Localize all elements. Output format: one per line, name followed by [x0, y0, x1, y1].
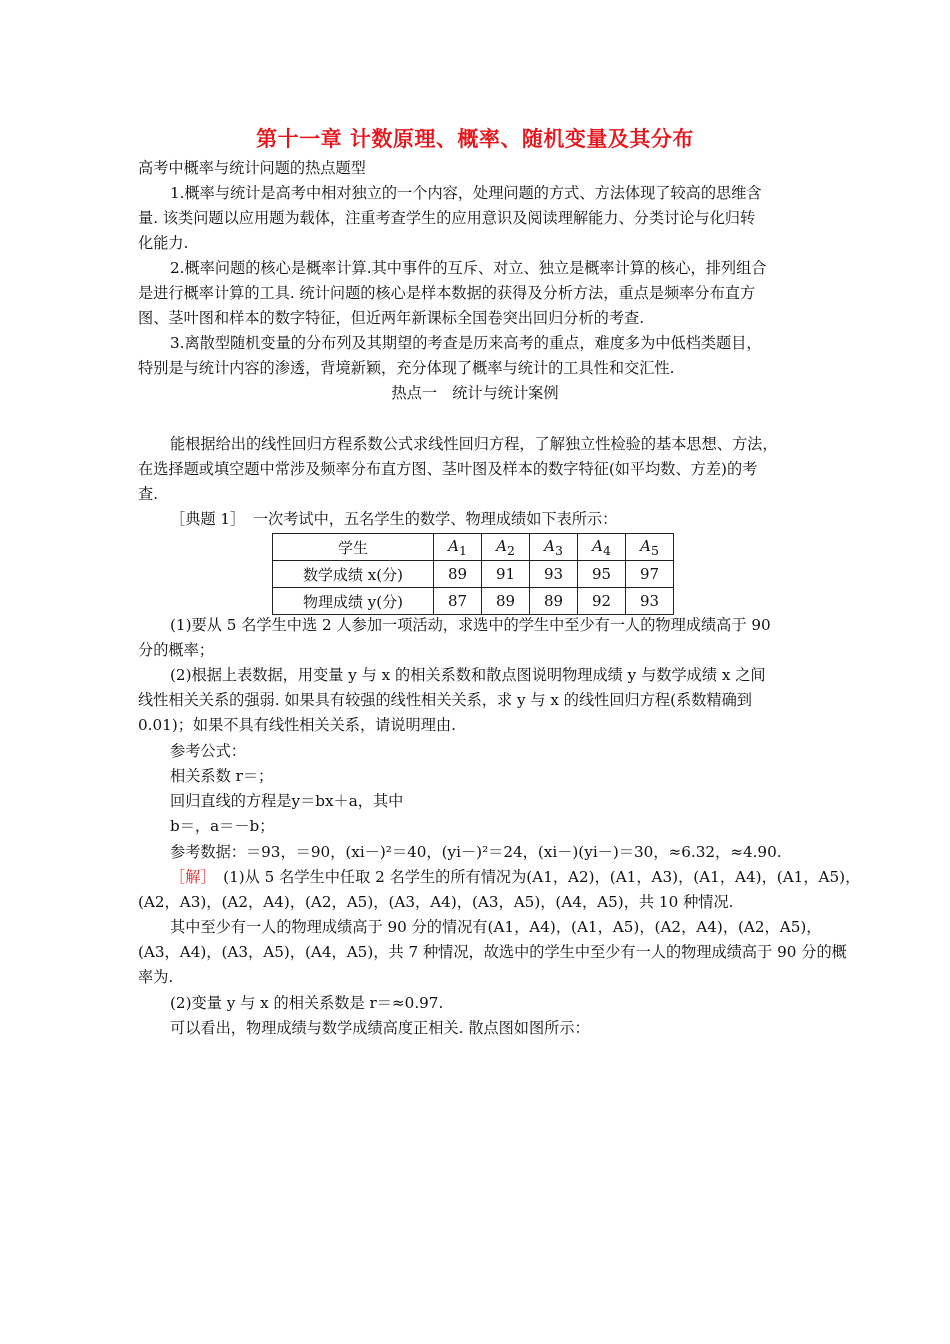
solution-line: 率为. — [138, 968, 174, 986]
table-row — [273, 561, 674, 588]
hotspot-desc-line: 在选择题或填空题中常涉及频率分布直方图、茎叶图及样本的数字特征(如平均数、方差)的考 — [138, 460, 758, 478]
student-cell: $A_1$ — [434, 534, 482, 561]
ref-formula-line: 回归直线的方程是y＝bx＋a，其中 — [170, 792, 404, 810]
solution-text: (1)从 5 名学生中任取 2 名学生的所有情况为(A1，A2)，(A1，A3)，(A1，A4)，(A1，A5)， — [223, 868, 861, 886]
question1-line: 分的概率； — [138, 641, 214, 659]
solution-line: 可以看出，物理成绩与数学成绩高度正相关. 散点图如图所示： — [170, 1019, 590, 1037]
question2-line: 线性相关关系的强弱. 如果具有较强的线性相关关系，求 y 与 x 的线性回归方程(系数精确到 — [138, 691, 752, 709]
hotspot-desc-line: 查. — [138, 485, 159, 503]
ref-formula-line: 相关系数 r＝； — [170, 767, 274, 785]
score-table — [272, 533, 674, 615]
table-header-row — [273, 534, 674, 561]
row-label: 数学成绩 x(分) — [273, 561, 434, 588]
solution-line-first — [170, 867, 860, 887]
intro-line: 量. 该类问题以应用题为载体，注重考查学生的应用意识及阅读理解能力、分类讨论与化归转 — [138, 209, 756, 227]
solution-tag: ［解］ — [170, 868, 208, 886]
intro-line: 2.概率问题的核心是概率计算.其中事件的互斥、对立、独立是概率计算的核心，排列组合 — [170, 259, 767, 277]
table-row — [273, 588, 674, 615]
student-cell: $A_2$ — [482, 534, 530, 561]
intro-line: 1.概率与统计是高考中相对独立的一个内容，处理问题的方式、方法体现了较高的思维含 — [170, 184, 762, 202]
intro-line: 是进行概率计算的工具. 统计问题的核心是样本数据的获得及分析方法，重点是频率分布直方 — [138, 284, 756, 302]
intro-line: 特别是与统计内容的渗透，背境新颖，充分体现了概率与统计的工具性和交汇性. — [138, 359, 675, 377]
solution-line: (A3，A4)，(A3，A5)，(A4，A5)，共 7 种情况，故选中的学生中至少有一人的物理成绩高于 90 分的概 — [138, 943, 847, 961]
solution-line: (2)变量 y 与 x 的相关系数是 r＝≈0.97. — [170, 994, 444, 1012]
table-cell: 92 — [578, 588, 626, 615]
table-cell: 87 — [434, 588, 482, 615]
chapter-title: 第十一章 计数原理、概率、随机变量及其分布 — [256, 126, 694, 151]
question1-line: (1)要从 5 名学生中选 2 人参加一项活动，求选中的学生中至少有一人的物理成绩高于 90 — [170, 616, 771, 634]
ref-formula-title: 参考公式： — [170, 742, 246, 760]
section-subtitle: 高考中概率与统计问题的热点题型 — [138, 159, 366, 177]
table-cell: 89 — [530, 588, 578, 615]
ref-data: 参考数据：＝93，＝90，(xi－)²＝40，(yi－)²＝24，(xi－)(yi－)＝30，≈6.32，≈4.90. — [170, 843, 782, 861]
table-cell: 91 — [482, 561, 530, 588]
row-label: 物理成绩 y(分) — [273, 588, 434, 615]
intro-line: 图、茎叶图和样本的数字特征，但近两年新课标全国卷突出回归分析的考查. — [138, 309, 645, 327]
hotspot-desc-line: 能根据给出的线性回归方程系数公式求线性回归方程，了解独立性检验的基本思想、方法， — [170, 435, 778, 453]
student-cell: $A_5$ — [626, 534, 674, 561]
question2-line: 0.01)；如果不具有线性相关关系，请说明理由. — [138, 716, 456, 734]
intro-line: 化能力. — [138, 234, 189, 252]
table-cell: 93 — [626, 588, 674, 615]
question2-line: (2)根据上表数据，用变量 y 与 x 的相关系数和散点图说明物理成绩 y 与数学成绩 x 之间 — [170, 666, 766, 684]
table-header-cell: 学生 — [273, 534, 434, 561]
solution-line: (A2，A3)，(A2，A4)，(A2，A5)，(A3，A4)，(A3，A5)，(A4，A5)，共 10 种情况. — [138, 893, 734, 911]
table-cell: 89 — [434, 561, 482, 588]
student-cell: $A_3$ — [530, 534, 578, 561]
student-cell: $A_4$ — [578, 534, 626, 561]
example-intro: ［典题 1］ 一次考试中，五名学生的数学、物理成绩如下表所示： — [170, 510, 618, 528]
hotspot-title: 热点一 统计与统计案例 — [391, 384, 559, 402]
table-cell: 97 — [626, 561, 674, 588]
intro-line: 3.离散型随机变量的分布列及其期望的考查是历来高考的重点，难度多为中低档类题目， — [170, 334, 762, 352]
table-cell: 93 — [530, 561, 578, 588]
ref-formula-line: b＝，a＝－b； — [170, 817, 275, 835]
solution-line: 其中至少有一人的物理成绩高于 90 分的情况有(A1，A4)，(A1，A5)，(A2，A4)，(A2，A5)， — [170, 918, 822, 936]
table-cell: 95 — [578, 561, 626, 588]
table-cell: 89 — [482, 588, 530, 615]
